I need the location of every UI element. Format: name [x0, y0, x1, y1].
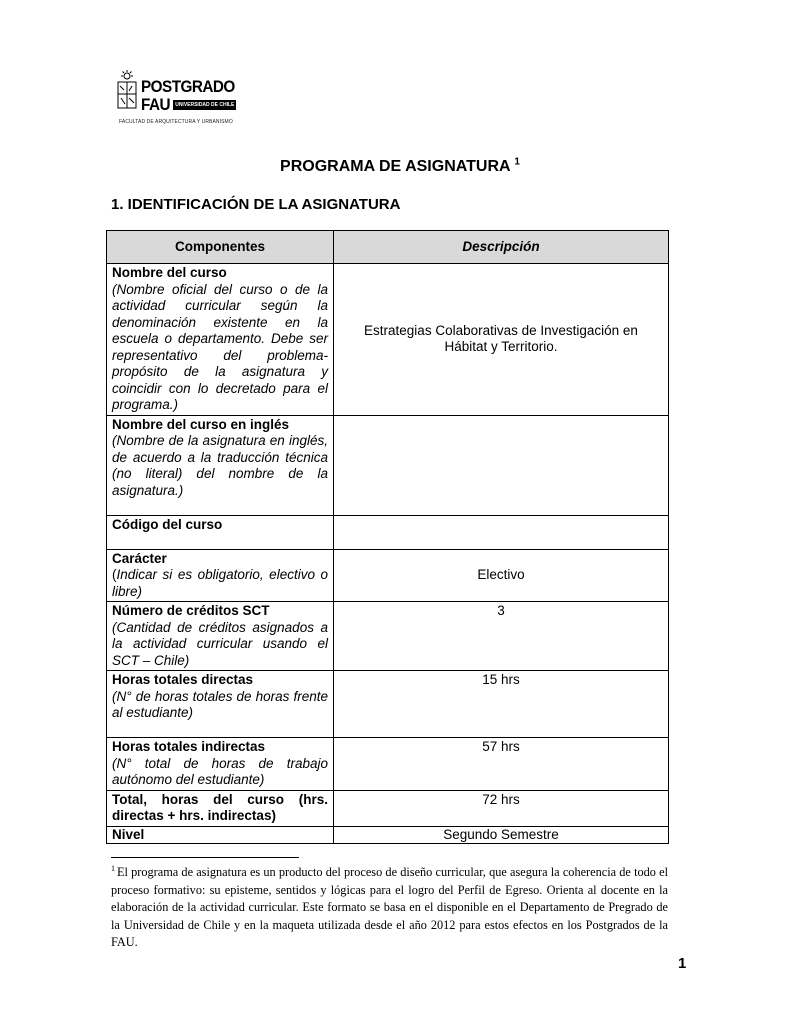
row-label: Horas totales directas — [112, 672, 254, 687]
title-footnote-mark: 1 — [514, 156, 520, 168]
row-hint: (Nombre de la asignatura en inglés, de acuerdo a la traducción técnica (no literal) del nombre de la asignatura.) — [112, 433, 328, 498]
row-hint: (N° de horas totales de horas frente al estudiante) — [112, 688, 328, 720]
row-label-cell — [107, 602, 334, 671]
header-description: Descripción — [334, 231, 669, 264]
table-row — [107, 515, 669, 549]
footnote — [111, 864, 668, 952]
table-row — [107, 826, 669, 843]
table-row — [107, 549, 669, 602]
row-hint-prefix: ( — [112, 567, 117, 582]
row-value: 3 — [334, 602, 669, 671]
row-label: Nivel — [112, 826, 145, 842]
row-value: Electivo — [334, 549, 669, 602]
course-identification-table — [106, 230, 669, 844]
row-hint: Indicar si es obligatorio, electivo o libre) — [112, 567, 328, 599]
row-value: 15 hrs — [334, 671, 669, 738]
table-row — [107, 264, 669, 416]
row-hint: (Nombre oficial del curso o de la actividad curricular según la denominación existente en la escuela o departamento. Debe ser representativo del problema-propósito de la asignatura y coincidir con lo decretado para el programa.) — [112, 281, 328, 412]
row-label: Total, horas del curso (hrs. directas + hrs. indirectas) — [112, 791, 328, 823]
row-hint: (N° total de horas de trabajo autónomo del estudiante) — [112, 755, 328, 787]
row-value: Estrategias Colaborativas de Investigación en Hábitat y Territorio. — [334, 264, 669, 416]
row-label-cell — [107, 738, 334, 791]
logo-fau-text: FAU — [141, 95, 170, 114]
logo-faculty-text: FACULTAD DE ARQUITECTURA Y URBANISMO — [119, 119, 233, 125]
logo-university-text: UNIVERSIDAD DE CHILE — [175, 101, 235, 108]
row-label: Número de créditos SCT — [112, 603, 270, 618]
table-row — [107, 671, 669, 738]
header-components: Componentes — [107, 231, 334, 264]
row-label-cell — [107, 415, 334, 515]
row-value: Segundo Semestre — [334, 826, 669, 843]
row-hint-wrap — [112, 567, 328, 600]
footnote-text: El programa de asignatura es un producto del proceso de diseño curricular, que asegura la coherencia de todo el proceso formativo: su episteme, sentidos y lógicas para el logro del Perfil de Egreso. Orienta al docente en la elaboración de la actividad curricular. Este formato se basa en el disponible en el Departamento de Pregrado de la Universidad de Chile y en la maqueta utilizada desde el año 2012 para estos efectos en los Postgrados de la FAU. — [111, 865, 668, 949]
page-title — [0, 158, 800, 176]
logo-postgrado-text: POSTGRADO — [141, 77, 235, 96]
row-label: Carácter — [112, 550, 167, 566]
row-label-cell — [107, 264, 334, 416]
footnote-separator — [111, 857, 299, 858]
row-label: Nombre del curso en inglés — [112, 416, 290, 432]
row-label-cell — [107, 826, 334, 843]
table-header-row — [107, 231, 669, 264]
row-label-cell — [107, 671, 334, 738]
table-row — [107, 415, 669, 515]
table-row — [107, 790, 669, 826]
row-label-cell — [107, 549, 334, 602]
university-emblem-icon — [117, 70, 137, 110]
row-value — [334, 415, 669, 515]
table-row — [107, 602, 669, 671]
row-label-cell — [107, 515, 334, 549]
table-row — [107, 738, 669, 791]
page-number: 1 — [678, 955, 687, 972]
row-value: 57 hrs — [334, 738, 669, 791]
page-title-text: PROGRAMA DE ASIGNATURA — [280, 158, 510, 175]
faculty-logo — [117, 56, 237, 128]
row-label: Código del curso — [112, 516, 223, 532]
row-value: 72 hrs — [334, 790, 669, 826]
row-label: Nombre del curso — [112, 265, 227, 280]
section-title: 1. IDENTIFICACIÓN DE LA ASIGNATURA — [111, 196, 401, 213]
row-label-cell — [107, 790, 334, 826]
row-label: Horas totales indirectas — [112, 739, 266, 754]
row-hint: (Cantidad de créditos asignados a la actividad curricular usando el SCT – Chile) — [112, 619, 328, 668]
footnote-mark: 1 — [111, 863, 115, 873]
row-value — [334, 515, 669, 549]
